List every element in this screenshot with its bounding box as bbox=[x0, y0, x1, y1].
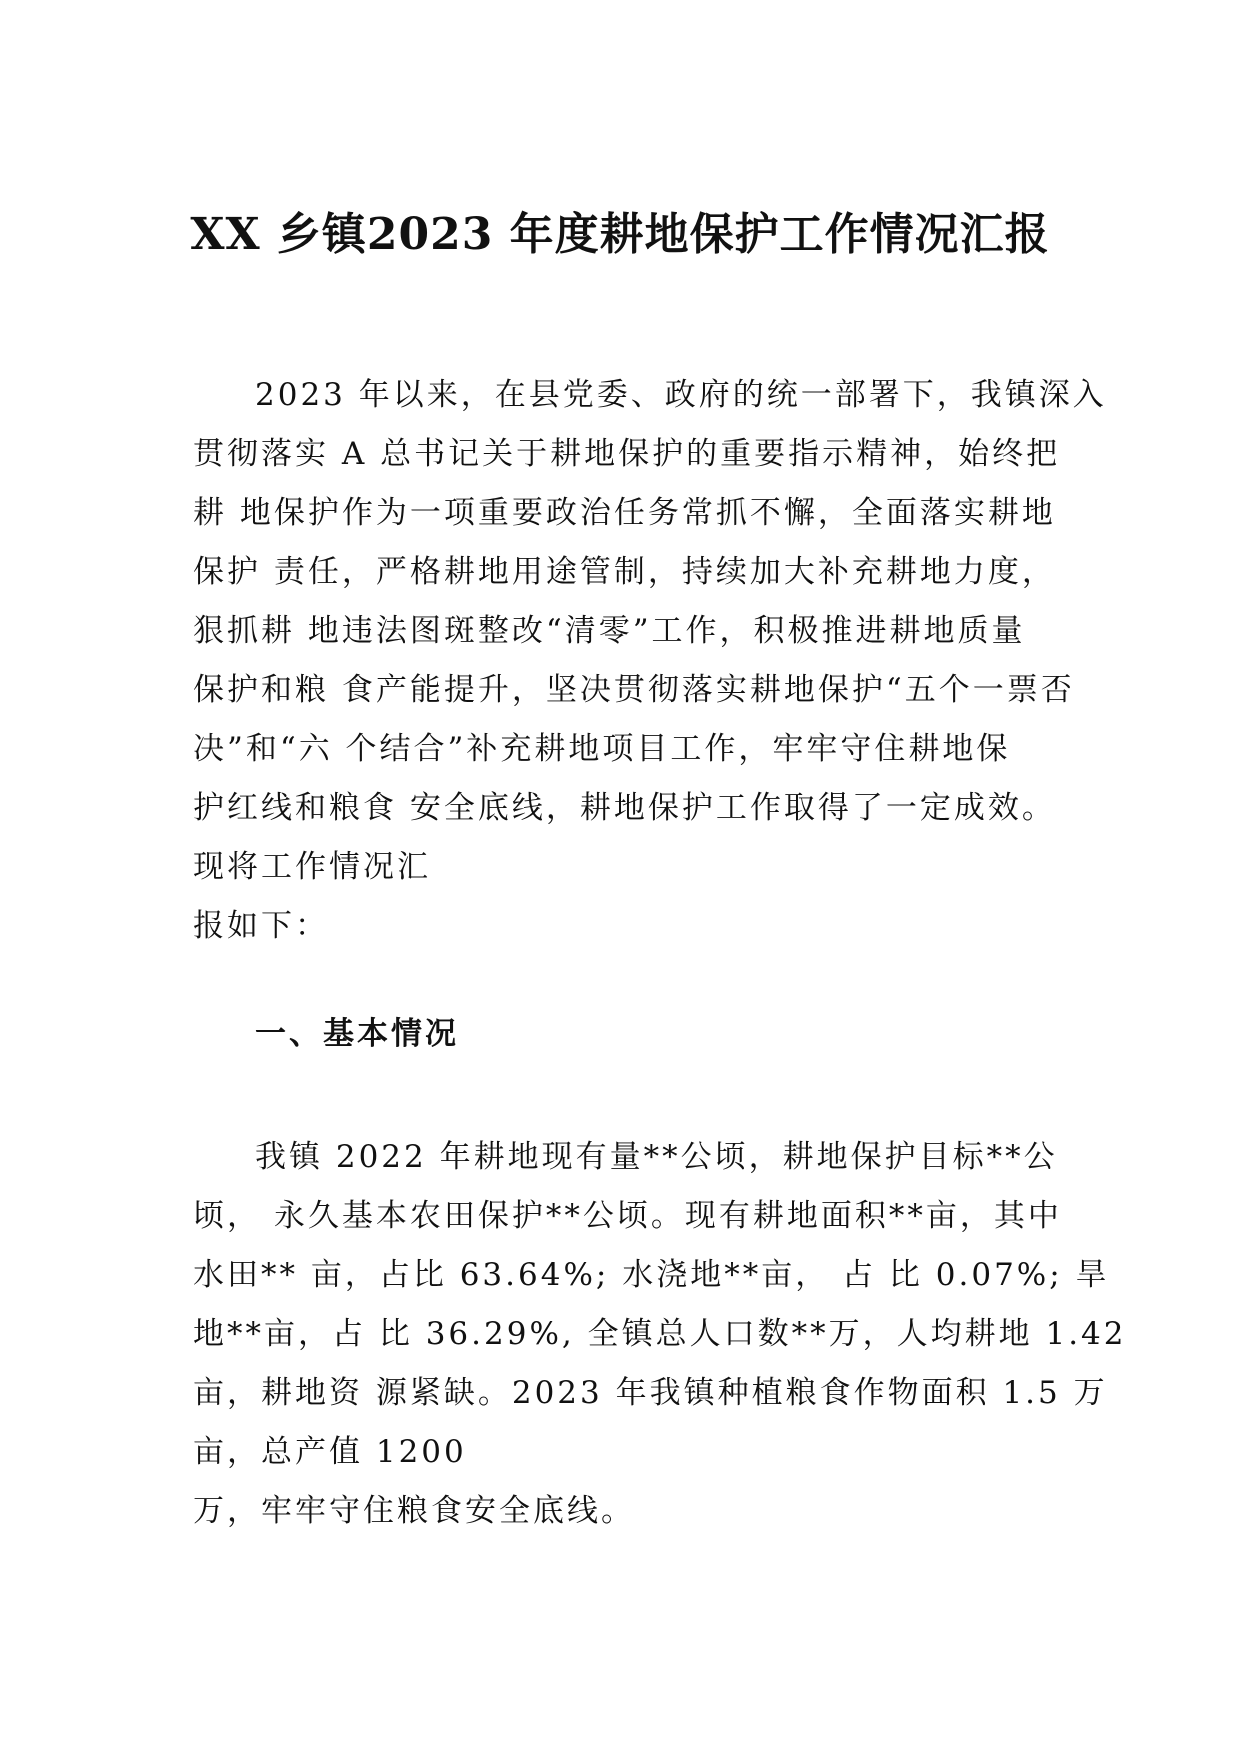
paragraph-line: 亩，耕地资 源紧缺。2023 年我镇种植粮食作物面积 1.5 万 bbox=[193, 1375, 1108, 1411]
paragraph-line: 现将工作情况汇 bbox=[193, 849, 431, 885]
paragraph-line: 亩，总产值 1200 bbox=[193, 1434, 467, 1470]
paragraph-line: 狠抓耕 地违法图斑整改“清零”工作，积极推进耕地质量 bbox=[193, 613, 1026, 649]
paragraph-line: 地**亩，占 比 36.29%, 全镇总人口数**万，人均耕地 1.42 bbox=[193, 1316, 1127, 1352]
paragraph-line: 顷， 永久基本农田保护**公顷。现有耕地面积**亩，其中 bbox=[193, 1198, 1062, 1234]
paragraph-line: 保护 责任，严格耕地用途管制，持续加大补充耕地力度， bbox=[193, 554, 1056, 590]
paragraph-line: 保护和粮 食产能提升，坚决贯彻落实耕地保护“五个一票否 bbox=[193, 672, 1075, 708]
document-title: XX 乡镇2023 年度耕地保护工作情况汇报 bbox=[190, 209, 1050, 260]
paragraph-line: 护红线和粮食 安全底线，耕地保护工作取得了一定成效。 bbox=[193, 790, 1056, 826]
paragraph-line: 万，牢牢守住粮食安全底线。 bbox=[193, 1493, 635, 1529]
paragraph-line: 报如下： bbox=[193, 908, 329, 944]
paragraph-line: 2023 年以来，在县党委、政府的统一部署下，我镇深入 bbox=[255, 377, 1107, 413]
section-heading: 一、基本情况 bbox=[255, 1016, 459, 1052]
paragraph-line: 耕 地保护作为一项重要政治任务常抓不懈，全面落实耕地 bbox=[193, 495, 1056, 531]
paragraph-line: 我镇 2022 年耕地现有量**公顷，耕地保护目标**公 bbox=[255, 1139, 1058, 1175]
intro-paragraph bbox=[193, 366, 1107, 956]
paragraph-line: 贯彻落实 A 总书记关于耕地保护的重要指示精神，始终把 bbox=[193, 436, 1061, 472]
basic-info-paragraph bbox=[193, 1128, 1127, 1541]
paragraph-line: 决”和“六 个结合”补充耕地项目工作，牢牢守住耕地保 bbox=[193, 731, 1011, 767]
paragraph-line: 水田** 亩，占比 63.64%; 水浇地**亩， 占 比 0.07%; 旱 bbox=[193, 1257, 1110, 1293]
